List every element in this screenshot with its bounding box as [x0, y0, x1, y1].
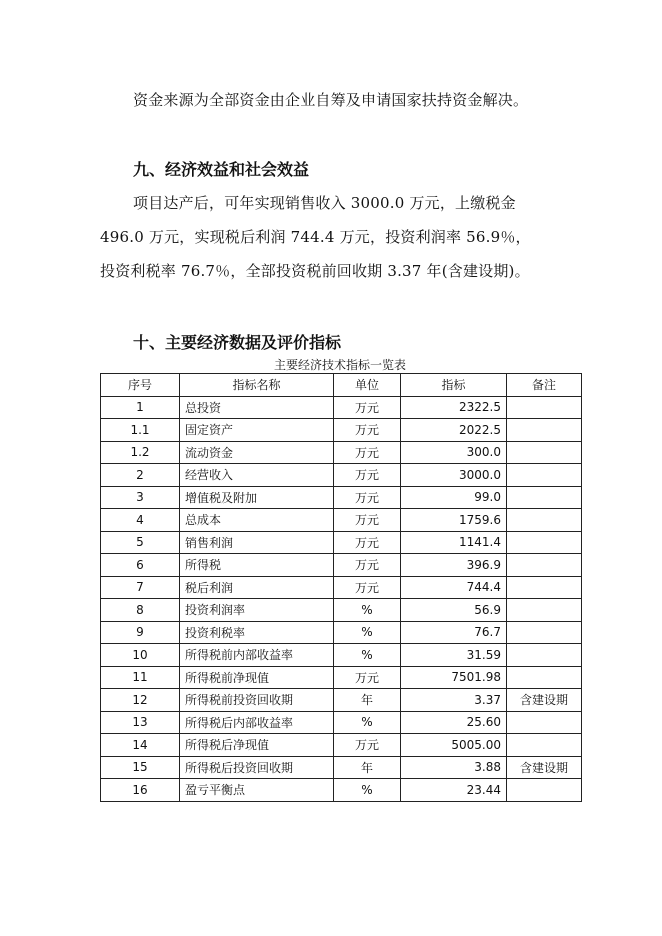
cell-unit: 万元 — [334, 531, 401, 554]
cell-value: 744.4 — [401, 576, 507, 599]
cell-name: 所得税后内部收益率 — [180, 711, 334, 734]
cell-unit: % — [334, 644, 401, 667]
header-note: 备注 — [507, 374, 582, 397]
cell-note — [507, 441, 582, 464]
table-row — [101, 779, 582, 802]
table-row — [101, 441, 582, 464]
cell-unit: 万元 — [334, 734, 401, 757]
funding-paragraph: 资金来源为全部资金由企业自筹及申请国家扶持资金解决。 — [133, 91, 529, 109]
cell-unit: 万元 — [334, 396, 401, 419]
cell-note — [507, 666, 582, 689]
cell-value: 1141.4 — [401, 531, 507, 554]
cell-note — [507, 779, 582, 802]
cell-value: 25.60 — [401, 711, 507, 734]
cell-name: 增值税及附加 — [180, 486, 334, 509]
cell-note — [507, 554, 582, 577]
cell-note — [507, 711, 582, 734]
cell-no: 14 — [101, 734, 180, 757]
cell-unit: % — [334, 779, 401, 802]
table-row — [101, 486, 582, 509]
cell-note — [507, 531, 582, 554]
table-row — [101, 666, 582, 689]
cell-name: 所得税前投资回收期 — [180, 689, 334, 712]
cell-unit: 万元 — [334, 576, 401, 599]
cell-name: 所得税前净现值 — [180, 666, 334, 689]
cell-name: 所得税后投资回收期 — [180, 756, 334, 779]
cell-no: 13 — [101, 711, 180, 734]
cell-value: 300.0 — [401, 441, 507, 464]
cell-note — [507, 599, 582, 622]
cell-note — [507, 576, 582, 599]
cell-note — [507, 509, 582, 532]
cell-value: 99.0 — [401, 486, 507, 509]
section-9-line-1: 项目达产后，可年实现销售收入 3000.0 万元，上缴税金 — [133, 194, 516, 212]
cell-name: 投资利税率 — [180, 621, 334, 644]
cell-unit: 万元 — [334, 509, 401, 532]
cell-unit: 万元 — [334, 666, 401, 689]
cell-no: 8 — [101, 599, 180, 622]
cell-no: 1.1 — [101, 419, 180, 442]
cell-note — [507, 419, 582, 442]
cell-name: 流动资金 — [180, 441, 334, 464]
table-row — [101, 644, 582, 667]
section-10-heading: 十、主要经济数据及评价指标 — [133, 333, 342, 352]
cell-value: 31.59 — [401, 644, 507, 667]
table-row — [101, 621, 582, 644]
cell-unit: 年 — [334, 689, 401, 712]
table-row — [101, 509, 582, 532]
cell-note: 含建设期 — [507, 756, 582, 779]
economic-indicators-table — [100, 373, 582, 802]
header-no: 序号 — [101, 374, 180, 397]
cell-no: 6 — [101, 554, 180, 577]
table-caption: 主要经济技术指标一览表 — [273, 358, 406, 372]
cell-value: 2322.5 — [401, 396, 507, 419]
cell-unit: % — [334, 599, 401, 622]
cell-value: 3.37 — [401, 689, 507, 712]
header-value: 指标 — [401, 374, 507, 397]
cell-value: 56.9 — [401, 599, 507, 622]
cell-no: 4 — [101, 509, 180, 532]
cell-name: 经营收入 — [180, 464, 334, 487]
cell-no: 11 — [101, 666, 180, 689]
table-row — [101, 419, 582, 442]
cell-name: 固定资产 — [180, 419, 334, 442]
table-row — [101, 599, 582, 622]
cell-note — [507, 734, 582, 757]
cell-unit: 万元 — [334, 441, 401, 464]
cell-no: 12 — [101, 689, 180, 712]
cell-note — [507, 621, 582, 644]
header-name: 指标名称 — [180, 374, 334, 397]
cell-no: 1.2 — [101, 441, 180, 464]
cell-unit: % — [334, 711, 401, 734]
cell-unit: 万元 — [334, 419, 401, 442]
cell-unit: % — [334, 621, 401, 644]
cell-no: 1 — [101, 396, 180, 419]
cell-note — [507, 396, 582, 419]
section-9-heading: 九、经济效益和社会效益 — [133, 160, 310, 179]
cell-name: 所得税前内部收益率 — [180, 644, 334, 667]
cell-unit: 年 — [334, 756, 401, 779]
cell-unit: 万元 — [334, 464, 401, 487]
table-body — [101, 396, 582, 801]
cell-no: 10 — [101, 644, 180, 667]
cell-no: 2 — [101, 464, 180, 487]
table-row — [101, 711, 582, 734]
cell-name: 总成本 — [180, 509, 334, 532]
table-row — [101, 576, 582, 599]
cell-no: 15 — [101, 756, 180, 779]
cell-value: 396.9 — [401, 554, 507, 577]
table-row — [101, 756, 582, 779]
table-row — [101, 464, 582, 487]
cell-note — [507, 486, 582, 509]
cell-name: 投资利润率 — [180, 599, 334, 622]
cell-no: 16 — [101, 779, 180, 802]
table-row — [101, 554, 582, 577]
cell-name: 销售利润 — [180, 531, 334, 554]
cell-no: 9 — [101, 621, 180, 644]
cell-name: 税后利润 — [180, 576, 334, 599]
cell-value: 1759.6 — [401, 509, 507, 532]
table-header-row — [101, 374, 582, 397]
cell-unit: 万元 — [334, 486, 401, 509]
table-row — [101, 531, 582, 554]
cell-name: 所得税 — [180, 554, 334, 577]
cell-value: 7501.98 — [401, 666, 507, 689]
cell-unit: 万元 — [334, 554, 401, 577]
cell-value: 3.88 — [401, 756, 507, 779]
cell-value: 5005.00 — [401, 734, 507, 757]
cell-name: 所得税后净现值 — [180, 734, 334, 757]
cell-value: 2022.5 — [401, 419, 507, 442]
table-row — [101, 734, 582, 757]
cell-name: 总投资 — [180, 396, 334, 419]
cell-name: 盈亏平衡点 — [180, 779, 334, 802]
table-row — [101, 396, 582, 419]
cell-value: 76.7 — [401, 621, 507, 644]
section-9-line-3: 投资利税率 76.7％，全部投资税前回收期 3.37 年(含建设期)。 — [100, 262, 530, 280]
cell-note — [507, 464, 582, 487]
cell-value: 23.44 — [401, 779, 507, 802]
cell-note: 含建设期 — [507, 689, 582, 712]
header-unit: 单位 — [334, 374, 401, 397]
cell-no: 5 — [101, 531, 180, 554]
cell-no: 3 — [101, 486, 180, 509]
cell-value: 3000.0 — [401, 464, 507, 487]
table-row — [101, 689, 582, 712]
cell-note — [507, 644, 582, 667]
cell-no: 7 — [101, 576, 180, 599]
section-9-line-2: 496.0 万元，实现税后利润 744.4 万元，投资利润率 56.9％， — [100, 228, 531, 246]
